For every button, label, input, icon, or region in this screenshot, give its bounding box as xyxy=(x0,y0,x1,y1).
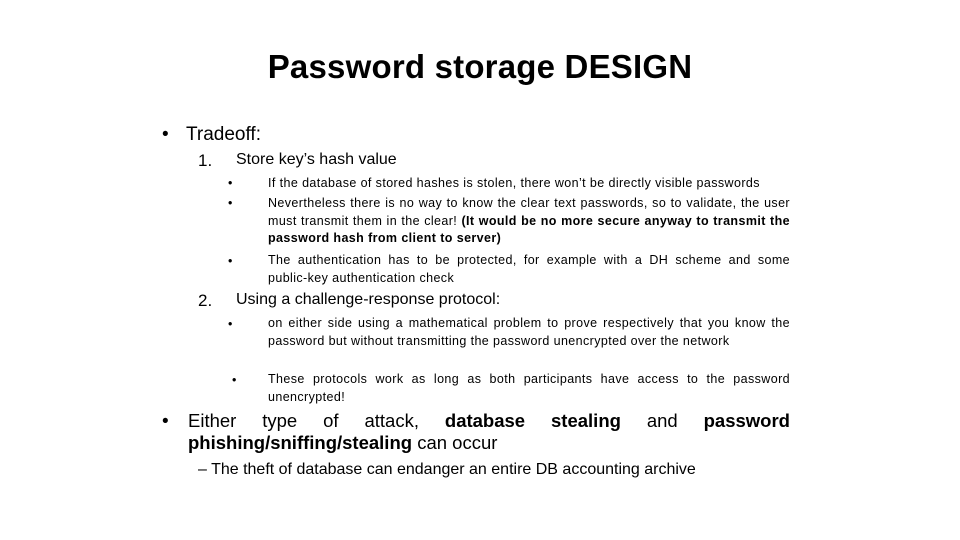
item-1-point-2-bold: (It would be no more secure anyway to transmit the password hash from client to server) xyxy=(268,213,790,245)
bullet-dot-icon: • xyxy=(228,196,233,210)
dash-icon: – xyxy=(198,461,207,478)
tradeoff-label: Tradeoff: xyxy=(186,124,261,145)
either-part-3: can occur xyxy=(412,432,498,453)
item-1-point-1: If the database of stored hashes is stolen, there won’t be directly visible passwords xyxy=(268,176,760,190)
bullet-dot-icon: • xyxy=(228,317,233,331)
bullet-dot-icon: • xyxy=(162,124,169,145)
item-2-heading: Using a challenge-response protocol: xyxy=(236,291,501,308)
either-part-1: Either type of attack, xyxy=(188,410,445,431)
item-1-heading: Store key’s hash value xyxy=(236,151,397,168)
either-attack-text xyxy=(188,410,790,454)
bullet-dot-icon: • xyxy=(162,411,169,432)
either-sub-point xyxy=(198,461,696,479)
item-1-point-3: The authentication has to be protected, for example with a DH scheme and some public-key authentication check xyxy=(268,253,790,285)
item-1-point-2-plain: Nevertheless there is no way to know the clear text passwords, so to validate, the user must transmit them in the clear! xyxy=(268,196,790,228)
item-2-number: 2. xyxy=(198,291,213,310)
item-1-point-2 xyxy=(268,195,790,248)
either-bold-1: database stealing xyxy=(444,410,621,431)
bullet-dot-icon: • xyxy=(232,373,237,387)
bullet-dot-icon: • xyxy=(228,176,233,190)
either-part-2: and xyxy=(620,410,704,431)
item-1-number: 1. xyxy=(198,151,213,170)
item-2-point-2: These protocols work as long as both participants have access to the password unencrypted! xyxy=(268,372,790,404)
item-2-point-1: on either side using a mathematical problem to prove respectively that you know the password but without transmitting the password unencrypted over the network xyxy=(268,316,790,348)
either-sub-text: The theft of database can endanger an entire DB accounting archive xyxy=(211,461,696,478)
bullet-dot-icon: • xyxy=(228,254,233,268)
slide-title: Password storage DESIGN xyxy=(267,48,693,85)
either-bold-2: password phishing/sniffing/stealing xyxy=(188,410,790,453)
